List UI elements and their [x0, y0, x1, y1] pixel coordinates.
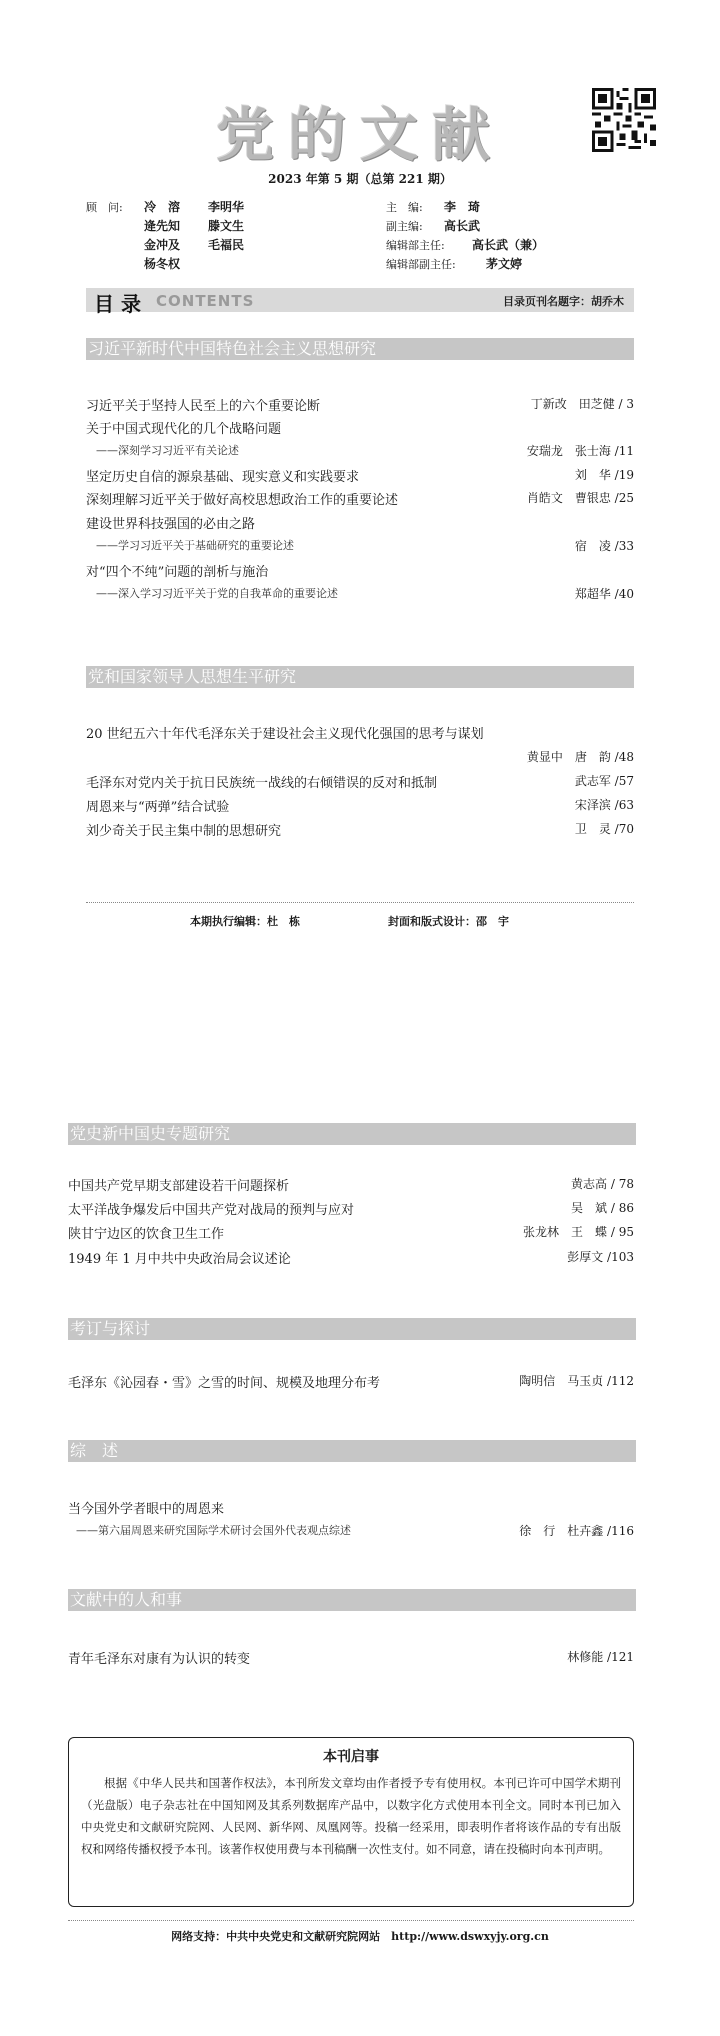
section-header[interactable]: 综 述 — [68, 1440, 636, 1462]
advisors-block — [86, 198, 272, 274]
article-title[interactable]: 当今国外学者眼中的周恩来 — [68, 1502, 225, 1517]
article-title[interactable]: 20 世纪五六十年代毛泽东关于建设社会主义现代化强国的思考与谋划 — [86, 727, 484, 742]
qr-code-icon[interactable] — [592, 88, 656, 152]
cover-designer — [388, 913, 509, 929]
executive-editor — [190, 913, 300, 929]
advisors-label: 顾 问: — [86, 201, 123, 214]
article-author: 彭厚文 /103 — [567, 1250, 634, 1264]
section-header[interactable]: 文献中的人和事 — [68, 1589, 636, 1611]
advisor-name: 滕文生 — [208, 219, 245, 233]
network-support-footer[interactable]: 网络支持：中共中央党史和文献研究院网站 http://www.dswxyjy.org.cn — [171, 1930, 549, 1943]
article-title[interactable]: 周恩来与“两弹”结合试验 — [86, 800, 230, 815]
article-author: 武志军 /57 — [574, 774, 634, 788]
executive-editor-label: 本期执行编辑： — [190, 915, 267, 928]
advisor-name: 冷 溶 — [144, 200, 181, 214]
advisor-name: 毛福民 — [208, 238, 245, 252]
section-header[interactable]: 党史新中国史专题研究 — [68, 1123, 636, 1145]
advisor-name: 李明华 — [208, 200, 245, 214]
article-author: 丁新改 田芝健 / 3 — [530, 397, 634, 411]
article-author: 林修能 /121 — [567, 1650, 634, 1664]
article-title[interactable]: 建设世界科技强国的必由之路 — [86, 517, 256, 532]
notice-paragraph: 根据《中华人民共和国著作权法》，本刊所发文章均由作者授予专有使用权。本刊已许可中国学术期刊（光盘版）电子杂志社在中国知网及其系列数据库产品中，以数字化方式使用本刊全文。同时本刊已加入中央党史和文献研究院网、人民网、新华网、凤凰网等。投稿一经采用，即表明作者将该作品的专有出版权和网络传播权授予本刊。该著作权使用费与本刊稿酬一次性支付。如不同意，请在投稿时向本刊声明。 — [81, 1776, 621, 1856]
article-author: 宋泽滨 /63 — [574, 798, 634, 812]
contents-title: 目 录 — [94, 292, 141, 316]
section-header[interactable]: 考订与探讨 — [68, 1318, 636, 1340]
deputy-editor-name: 高长武 — [444, 219, 481, 233]
title-inscription-credit: 目录页刊名题字：胡乔木 — [503, 295, 624, 308]
article-author: 徐 行 杜卉鑫 /116 — [519, 1524, 634, 1538]
article-title[interactable]: 关于中国式现代化的几个战略问题 — [86, 422, 282, 437]
article-author: 郑超华 /40 — [574, 587, 634, 601]
executive-editor-name: 杜 栋 — [267, 915, 300, 928]
article-author: 张龙林 王 蝶 / 95 — [523, 1225, 634, 1239]
advisor-name: 金冲及 — [144, 238, 181, 252]
cover-designer-label: 封面和版式设计： — [388, 915, 476, 928]
notice-title: 本刊启事 — [323, 1749, 379, 1765]
section-header[interactable]: 习近平新时代中国特色社会主义思想研究 — [86, 338, 634, 360]
article-author: 陶明信 马玉贞 /112 — [519, 1374, 634, 1388]
article-title[interactable]: 毛泽东对党内关于抗日民族统一战线的右倾错误的反对和抵制 — [86, 776, 438, 791]
deputy-editor-label: 副主编: — [386, 220, 423, 233]
article-subtitle[interactable]: ——第六届周恩来研究国际学术研讨会国外代表观点综述 — [76, 1524, 351, 1537]
issue-number: 2023 年第 5 期（总第 221 期） — [268, 172, 452, 186]
editorial-staff-block — [386, 198, 544, 274]
article-author: 黄志高 / 78 — [571, 1177, 634, 1191]
divider — [68, 1920, 634, 1921]
article-title[interactable]: 陕甘宁边区的饮食卫生工作 — [68, 1227, 225, 1242]
article-author: 吴 斌 / 86 — [571, 1201, 634, 1215]
advisor-name: 杨冬权 — [144, 257, 181, 271]
contents-header-bar — [86, 288, 634, 316]
article-title[interactable]: 1949 年 1 月中共中央政治局会议述论 — [68, 1252, 291, 1267]
vice-director-name: 茅文婷 — [486, 257, 523, 271]
notice-box — [68, 1737, 634, 1907]
article-title[interactable]: 青年毛泽东对康有为认识的转变 — [68, 1652, 251, 1667]
article-subtitle[interactable]: ——深入学习习近平关于党的自我革命的重要论述 — [96, 587, 338, 600]
editor-name: 李 琦 — [444, 200, 481, 214]
article-title[interactable]: 中国共产党早期支部建设若干问题探析 — [68, 1179, 290, 1194]
notice-body — [81, 1772, 621, 1860]
article-author: 刘 华 /19 — [574, 468, 634, 482]
article-title[interactable]: 坚定历史自信的源泉基础、现实意义和实践要求 — [86, 470, 360, 485]
article-author: 宿 凌 /33 — [574, 539, 634, 553]
article-author: 安瑞龙 张士海 /11 — [526, 444, 634, 458]
cover-designer-name: 邵 宇 — [476, 915, 509, 928]
article-author: 黄显中 唐 韵 /48 — [526, 750, 634, 764]
article-author: 卫 灵 /70 — [574, 822, 634, 836]
contents-english: CONTENTS — [156, 292, 255, 310]
article-title[interactable]: 太平洋战争爆发后中国共产党对战局的预判与应对 — [68, 1203, 355, 1218]
article-subtitle[interactable]: ——深刻学习习近平有关论述 — [96, 444, 239, 457]
article-title[interactable]: 刘少奇关于民主集中制的思想研究 — [86, 824, 282, 839]
article-title[interactable]: 毛泽东《沁园春・雪》之雪的时间、规模及地理分布考 — [68, 1376, 381, 1391]
divider — [86, 902, 634, 903]
director-name: 高长武（兼） — [472, 238, 545, 252]
editor-label: 主 编: — [386, 201, 423, 214]
article-subtitle[interactable]: ——学习习近平关于基础研究的重要论述 — [96, 539, 294, 552]
vice-director-label: 编辑部副主任: — [386, 258, 456, 271]
advisor-name: 逄先知 — [144, 219, 181, 233]
article-title[interactable]: 对“四个不纯”问题的剖析与施治 — [86, 565, 269, 580]
masthead-title: 党的文献 — [215, 101, 504, 169]
director-label: 编辑部主任: — [386, 239, 445, 252]
section-header[interactable]: 党和国家领导人思想生平研究 — [86, 666, 634, 688]
article-title[interactable]: 深刻理解习近平关于做好高校思想政治工作的重要论述 — [86, 493, 399, 508]
article-author: 肖皓文 曹银忠 /25 — [526, 491, 634, 505]
article-title[interactable]: 习近平关于坚持人民至上的六个重要论断 — [86, 399, 321, 414]
